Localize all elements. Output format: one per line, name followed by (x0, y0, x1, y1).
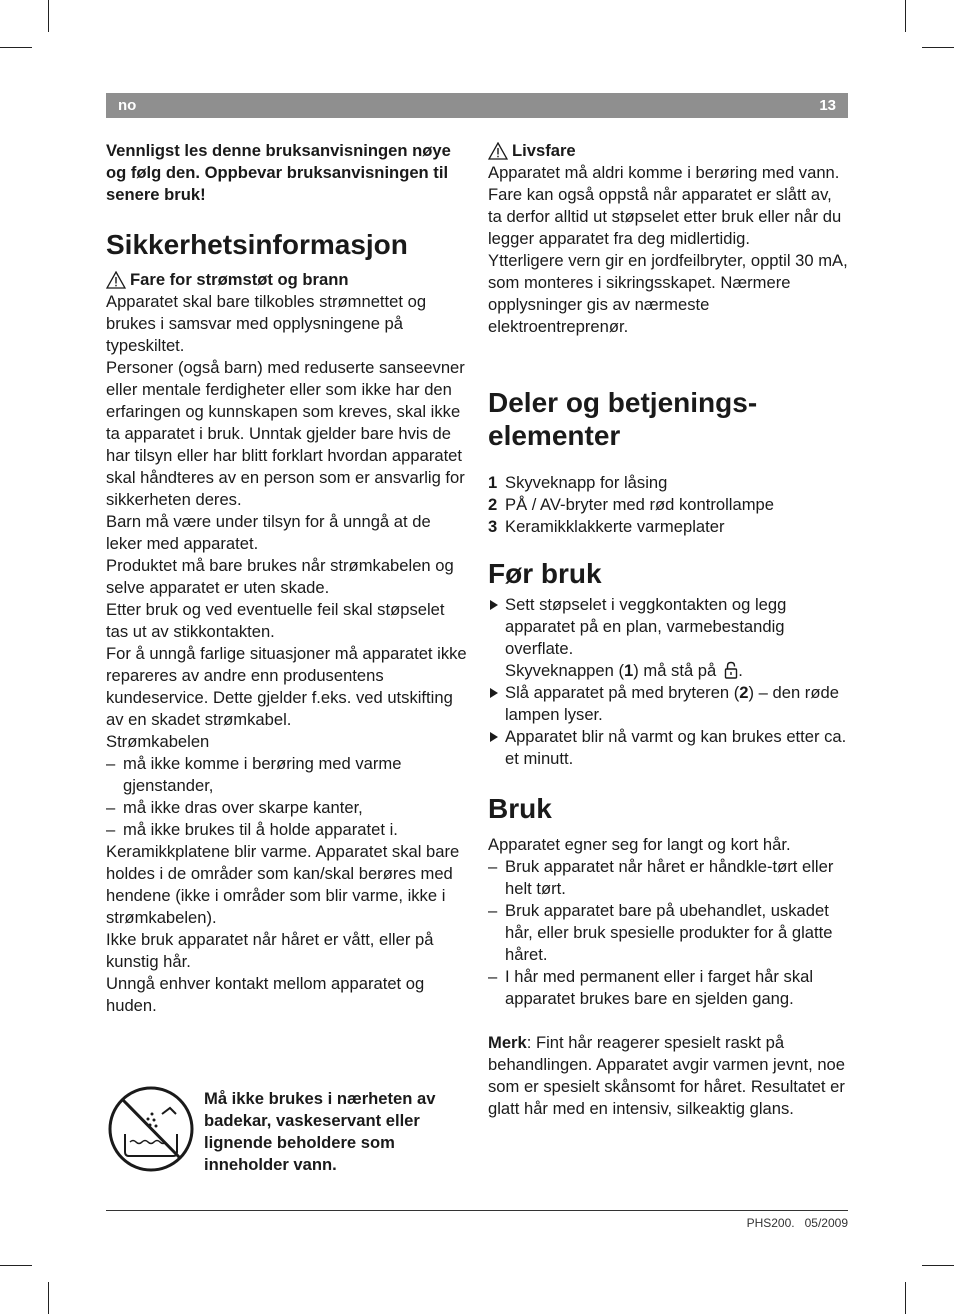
list-item (488, 472, 850, 494)
crop-mark (922, 1265, 954, 1266)
paragraph: Barn må være under tilsyn for å unngå at de leker med apparatet. (106, 512, 431, 553)
use-list (488, 856, 850, 1010)
crop-mark (0, 47, 32, 48)
bullet-arrow-icon (490, 732, 498, 742)
part-number: 3 (488, 517, 498, 536)
warning-heading-text: Fare for strømstøt og brann (130, 270, 349, 289)
note-paragraph (488, 1032, 850, 1120)
part-label: PÅ / AV-bryter med rød kontrollampe (505, 495, 774, 514)
cable-list (106, 753, 468, 841)
step-text: ) – den røde lampen lyser. (505, 683, 839, 724)
part-ref: 1 (624, 661, 634, 680)
part-number: 1 (488, 473, 498, 492)
step-text: ) må stå på (633, 661, 717, 680)
list-item: – I hår med permanent eller i farget hår skal apparatet brukes bare en sjelden gang. (488, 966, 850, 1010)
warning-triangle-icon (106, 271, 126, 289)
list-item (488, 682, 850, 726)
warning-heading (106, 269, 468, 291)
list-item: – må ikke komme i berøring med varme gjenstander, (106, 753, 468, 797)
paragraph: Produktet må bare brukes når strømkabelen og selve apparatet er uten skade. (106, 556, 454, 597)
intro-text: Vennligst les denne bruksanvisningen nøye og følg den. Oppbevar bruksanvisningen til senere bruk! (106, 141, 451, 204)
warning-heading (488, 140, 850, 162)
list-item (488, 516, 850, 538)
paragraph: Apparatet egner seg for langt og kort hår. (488, 835, 791, 854)
edition-date: 05/2009 (804, 1216, 848, 1230)
paragraph: Unngå enhver kontakt mellom apparatet og huden. (106, 974, 425, 1015)
warning-triangle-icon (488, 142, 508, 160)
left-column (106, 140, 468, 1017)
list-item (488, 594, 850, 682)
step-text: Apparatet blir nå varmt og kan brukes etter ca. et minutt. (505, 727, 847, 768)
paragraph: Etter bruk og ved eventuelle feil skal støpselet tas ut av stikkontakten. (106, 600, 445, 641)
paragraph: Apparatet må aldri komme i berøring med vann. Fare kan også oppstå når apparatet er slått av, ta derfor alltid ut støpselet etter bruk eller når du legger apparatet fra deg midlertidig. (488, 163, 842, 248)
crop-mark (922, 47, 954, 48)
crop-mark (905, 0, 906, 32)
page-header-bar (106, 93, 848, 118)
step-text: . (738, 661, 743, 680)
water-warning-notice (106, 1086, 468, 1176)
list-item: – må ikke brukes til å holde apparatet i. (106, 819, 468, 841)
section-title-safety: Sikkerhetsinformasjon (106, 229, 408, 260)
model-number: PHS200. (746, 1216, 795, 1230)
bullet-arrow-icon (490, 688, 498, 698)
paragraph: Personer (også barn) med reduserte sanseevner eller mentale ferdigheter eller som ikke har den erfaringen og kunnskapen som kreves, skal ikke ta apparatet i bruk. Unntak gjelder bare hvis de har tilsyn eller har blitt forklart hvordan apparatet skal håndteres av en person som er ansvarlig for sikkerheten deres. (106, 358, 465, 509)
section-title-parts: Deler og betjenings- elementer (488, 387, 758, 451)
footer (747, 1216, 848, 1230)
bullet-arrow-icon (490, 600, 498, 610)
crop-mark (48, 1282, 49, 1314)
crop-mark (0, 1265, 32, 1266)
unlock-icon (724, 661, 738, 679)
list-item: – Bruk apparatet bare på ubehandlet, uskadet hår, eller bruk spesielle produkter for å glatte håret. (488, 900, 850, 966)
section-title-use: Bruk (488, 793, 552, 824)
right-column (488, 140, 850, 1120)
list-item: – Bruk apparatet når håret er håndkle-tørt eller helt tørt. (488, 856, 850, 900)
step-text: Slå apparatet på med bryteren ( (505, 683, 740, 702)
part-label: Skyveknapp for låsing (505, 473, 668, 492)
part-ref: 2 (739, 683, 749, 702)
list-item: – må ikke dras over skarpe kanter, (106, 797, 468, 819)
step-text: Sett støpselet i veggkontakten og legg apparatet på en plan, varmebestandig overflate. (505, 595, 787, 658)
part-label: Keramikklakkerte varmeplater (505, 517, 725, 536)
step-text: Skyveknappen ( (505, 661, 624, 680)
paragraph: Ikke bruk apparatet når håret er vått, eller på kunstig hår. (106, 930, 434, 971)
paragraph: Strømkabelen (106, 732, 210, 751)
list-item (488, 494, 850, 516)
no-water-bath-icon (108, 1086, 194, 1172)
warning-heading-text: Livsfare (512, 141, 576, 160)
part-number: 2 (488, 495, 498, 514)
water-warning-text: Må ikke brukes i nærheten av badekar, vaskeservant eller lignende beholdere som inneholder vann. (204, 1089, 436, 1174)
note-text: : Fint hår reagerer spesielt raskt på behandlingen. Apparatet avgir varmen jevnt, noe som er spesielt skånsomt for håret. Resultatet er glatt hår med en intensiv, silkeaktig glans. (488, 1033, 846, 1118)
language-code: no (118, 97, 137, 114)
list-item (488, 726, 850, 770)
parts-list (488, 472, 850, 538)
paragraph: Ytterligere vern gir en jordfeilbryter, opptil 30 mA, som monteres i sikringsskapet. Nærmere opplysninger gis av nærmeste elektroentreprenør. (488, 251, 848, 336)
note-label: Merk (488, 1033, 527, 1052)
section-title-before-use: Før bruk (488, 558, 602, 589)
paragraph: For å unngå farlige situasjoner må apparatet ikke repareres av andre enn produsentens kundeservice. Dette gjelder f.eks. ved utskifting av en skadet strømkabel. (106, 644, 467, 729)
crop-mark (905, 1282, 906, 1314)
paragraph: Keramikkplatene blir varme. Apparatet skal bare holdes i de områder som kan/skal berøres med hendene (ikke i områder som blir varme, ikke i strømkabelen). (106, 842, 460, 927)
footer-divider (106, 1210, 848, 1211)
crop-mark (48, 0, 49, 32)
paragraph: Apparatet skal bare tilkobles strømnettet og brukes i samsvar med opplysningene på typeskiltet. (106, 292, 427, 355)
page-number: 13 (819, 97, 836, 114)
before-use-steps (488, 594, 850, 770)
